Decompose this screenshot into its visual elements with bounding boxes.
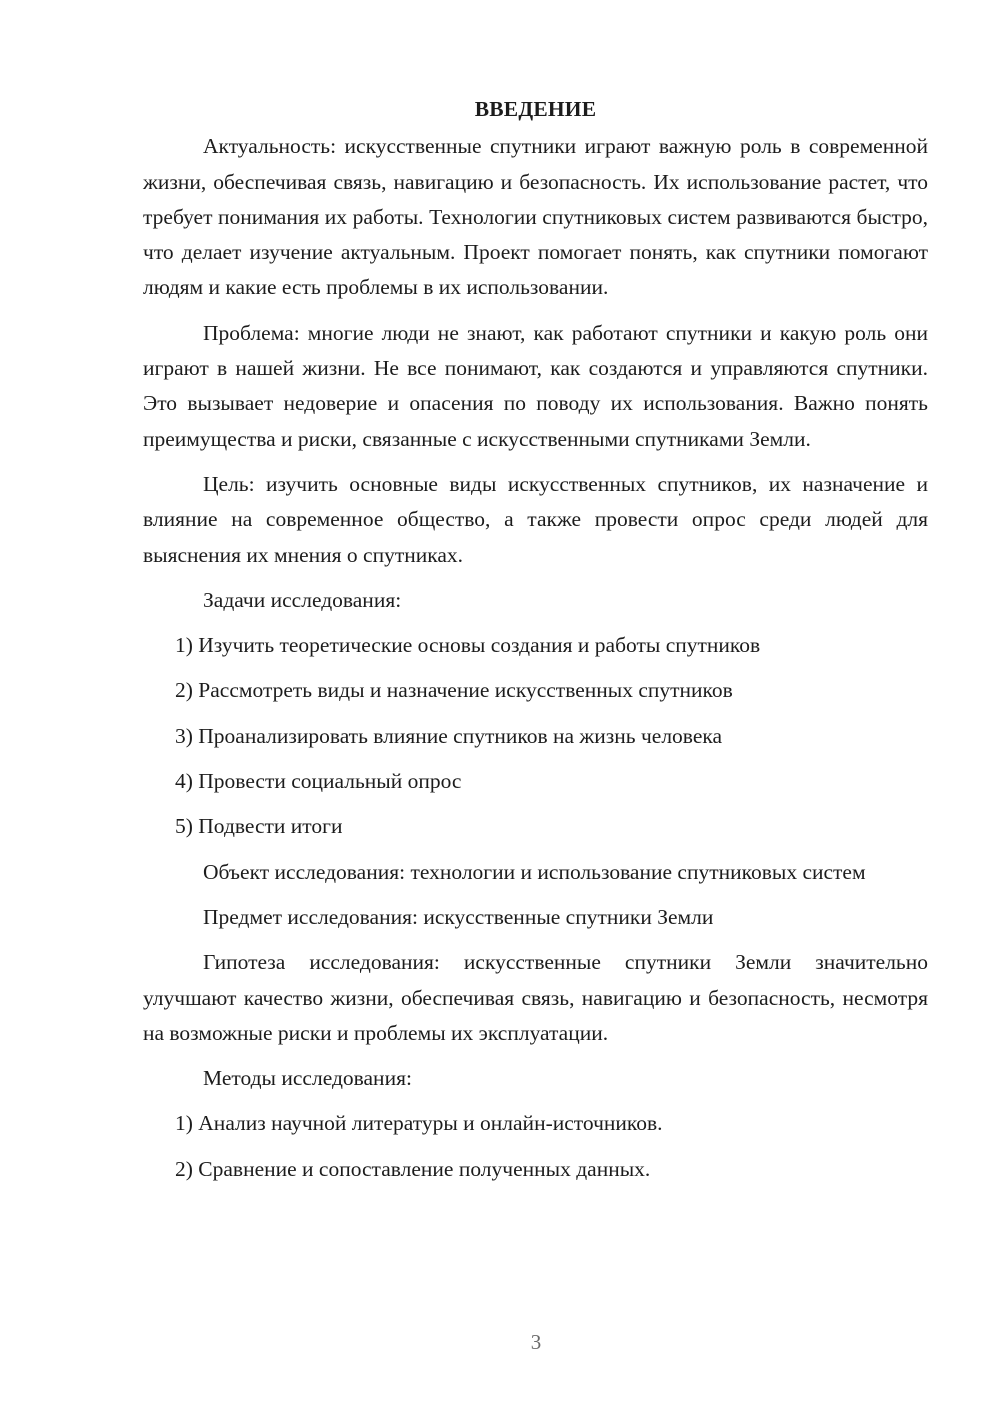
problem-paragraph: Проблема: многие люди не знают, как работают спутники и какую роль они играют в нашей жизни. Не все понимают, как создаются и управляются спутники. Это вызывает недоверие и опасения по поводу их использования. Важно понять преимущества и риски, связанные с искусственными спутниками Земли. xyxy=(143,320,928,451)
task-item-1: 1) Изучить теоретические основы создания и работы спутников xyxy=(175,633,761,658)
task-item-3: 3) Проанализировать влияние спутников на жизнь человека xyxy=(175,723,723,748)
task-item-2: 2) Рассмотреть виды и назначение искусственных спутников xyxy=(175,678,733,703)
relevance-paragraph: Актуальность: искусственные спутники играют важную роль в современной жизни, обеспечивая связь, навигацию и безопасность. Их использование растет, что требует понимания их работы. Технологии спутниковых систем развиваются быстро, что делает изучение актуальным. Проект помогает понять, как спутники помогают людям и какие есть проблемы в их использовании. xyxy=(143,134,928,300)
task-item-5: 5) Подвести итоги xyxy=(175,814,343,839)
hypothesis-paragraph: Гипотеза исследования: искусственные спутники Земли значительно улучшают качество жизни, обеспечивая связь, навигацию и безопасность, несмотря на возможные риски и проблемы их эксплуатации. xyxy=(143,950,928,1045)
task-item-4: 4) Провести социальный опрос xyxy=(175,769,462,794)
method-item-1: 1) Анализ научной литературы и онлайн-источников. xyxy=(175,1111,663,1136)
subject-paragraph: Предмет исследования: искусственные спутники Земли xyxy=(203,904,714,929)
page-number: 3 xyxy=(530,1330,542,1354)
tasks-heading: Задачи исследования: xyxy=(203,587,402,612)
object-paragraph: Объект исследования: технологии и использование спутниковых систем xyxy=(203,859,866,884)
method-item-2: 2) Сравнение и сопоставление полученных данных. xyxy=(175,1156,651,1181)
document-page xyxy=(143,92,928,1197)
section-title: ВВЕДЕНИЕ xyxy=(474,97,597,121)
methods-heading: Методы исследования: xyxy=(203,1066,412,1091)
goal-paragraph: Цель: изучить основные виды искусственных спутников, их назначение и влияние на современное общество, а также провести опрос среди людей для выяснения их мнения о спутниках. xyxy=(143,471,928,567)
